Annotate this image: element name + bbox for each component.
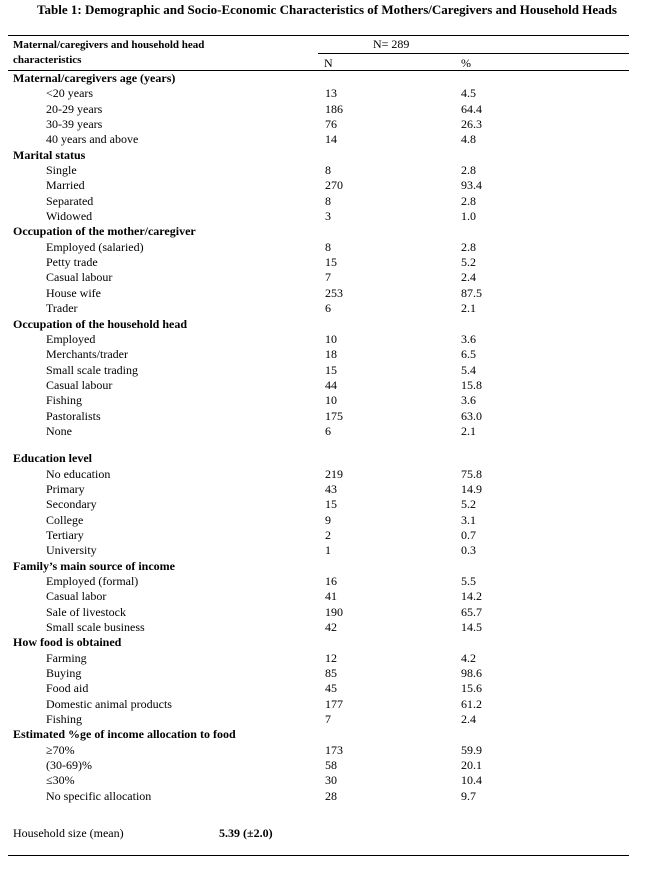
row-n: 175	[325, 408, 343, 423]
category-row	[0, 148, 647, 163]
row-percent: 9.7	[461, 788, 476, 803]
row-percent: 5.4	[461, 362, 476, 377]
row-percent: 3.1	[461, 512, 476, 527]
table-row	[0, 528, 647, 543]
row-percent: 4.2	[461, 650, 476, 665]
row-percent: 2.1	[461, 301, 476, 316]
row-label: None	[46, 423, 72, 438]
row-n: 9	[325, 512, 331, 527]
table-row	[0, 240, 647, 255]
category-row	[0, 317, 647, 332]
row-n: 15	[325, 255, 337, 270]
table-row	[0, 286, 647, 301]
table-row	[0, 347, 647, 362]
row-label: Merchants/trader	[46, 347, 128, 362]
row-label: Sale of livestock	[46, 604, 126, 619]
row-label: Domestic animal products	[46, 696, 172, 711]
row-percent: 10.4	[461, 773, 482, 788]
table-title: Table 1: Demographic and Socio-Economic Characteristics of Mothers/Caregivers and Household Heads	[37, 2, 617, 17]
row-n: 15	[325, 362, 337, 377]
row-n: 3	[325, 209, 331, 224]
table-row	[0, 270, 647, 285]
row-n: 18	[325, 347, 337, 362]
sample-rule	[318, 53, 629, 54]
row-percent: 15.8	[461, 377, 482, 392]
header-label-line1: Maternal/caregivers and household head	[13, 39, 205, 51]
row-percent: 2.1	[461, 423, 476, 438]
category-row	[0, 71, 647, 86]
household-size-value: 5.39 (±2.0)	[219, 826, 273, 840]
row-label: Separated	[46, 193, 94, 208]
table-row	[0, 467, 647, 482]
table-row	[0, 712, 647, 727]
table-row	[0, 209, 647, 224]
sample-size: N= 289	[373, 37, 410, 51]
category-label: Marital status	[13, 147, 86, 162]
table-row	[0, 332, 647, 347]
row-n: 43	[325, 481, 337, 496]
row-n: 2	[325, 527, 331, 542]
table-row	[0, 666, 647, 681]
row-label: <20 years	[46, 86, 94, 101]
row-label: Farming	[46, 650, 87, 665]
row-label: 40 years and above	[46, 132, 139, 147]
row-n: 190	[325, 604, 343, 619]
table-row	[0, 363, 647, 378]
table-row	[0, 497, 647, 512]
category-label: Family’s main source of income	[13, 558, 175, 573]
row-percent: 26.3	[461, 117, 482, 132]
category-label: Estimated %ge of income allocation to food	[13, 727, 236, 742]
top-rule	[8, 35, 629, 36]
row-n: 14	[325, 132, 337, 147]
row-label: Employed	[46, 331, 96, 346]
row-label: Married	[46, 178, 85, 193]
row-percent: 63.0	[461, 408, 482, 423]
table-row	[0, 409, 647, 424]
row-percent: 87.5	[461, 285, 482, 300]
row-percent: 15.6	[461, 681, 482, 696]
row-n: 6	[325, 423, 331, 438]
column-header-percent: %	[461, 56, 471, 70]
row-percent: 2.8	[461, 239, 476, 254]
row-label: Secondary	[46, 497, 97, 512]
row-label: ≤30%	[46, 773, 75, 788]
table-row	[0, 424, 647, 439]
table-row	[0, 589, 647, 604]
row-label: (30-69)%	[46, 758, 92, 773]
row-label: Buying	[46, 666, 82, 681]
row-label: Pastoralists	[46, 408, 101, 423]
bottom-rule	[8, 855, 629, 856]
table-row	[0, 102, 647, 117]
row-n: 10	[325, 331, 337, 346]
row-label: Casual labour	[46, 270, 113, 285]
row-n: 45	[325, 681, 337, 696]
row-percent: 2.8	[461, 193, 476, 208]
row-label: Employed (salaried)	[46, 239, 144, 254]
row-n: 270	[325, 178, 343, 193]
row-percent: 75.8	[461, 466, 482, 481]
table-row	[0, 194, 647, 209]
row-label: Small scale trading	[46, 362, 138, 377]
row-n: 173	[325, 742, 343, 757]
table-row	[0, 482, 647, 497]
table-row	[0, 681, 647, 696]
table-row	[0, 574, 647, 589]
row-n: 76	[325, 117, 337, 132]
row-n: 85	[325, 666, 337, 681]
table-row	[0, 651, 647, 666]
row-label: Tertiary	[46, 527, 84, 542]
row-label: No specific allocation	[46, 788, 152, 803]
row-n: 253	[325, 285, 343, 300]
row-percent: 14.2	[461, 589, 482, 604]
row-label: Widowed	[46, 209, 93, 224]
row-label: Casual labor	[46, 589, 107, 604]
row-percent: 2.4	[461, 712, 476, 727]
row-n: 41	[325, 589, 337, 604]
row-percent: 6.5	[461, 347, 476, 362]
category-label: Education level	[13, 451, 93, 466]
table-row	[0, 789, 647, 804]
row-n: 12	[325, 650, 337, 665]
category-label: Occupation of the mother/caregiver	[13, 224, 196, 239]
row-label: Fishing	[46, 712, 83, 727]
table-row	[0, 86, 647, 101]
table-row	[0, 393, 647, 408]
row-n: 7	[325, 712, 331, 727]
row-n: 8	[325, 239, 331, 254]
header-label	[13, 38, 204, 68]
category-row	[0, 727, 647, 742]
row-percent: 59.9	[461, 742, 482, 757]
row-label: Small scale business	[46, 620, 145, 635]
household-size-label: Household size (mean)	[13, 826, 124, 840]
table-row	[0, 301, 647, 316]
row-percent: 4.8	[461, 132, 476, 147]
row-label: Primary	[46, 481, 85, 496]
row-n: 28	[325, 788, 337, 803]
table-row	[0, 620, 647, 635]
row-percent: 3.6	[461, 331, 476, 346]
table-row	[0, 163, 647, 178]
row-percent: 14.5	[461, 620, 482, 635]
row-percent: 4.5	[461, 86, 476, 101]
row-percent: 5.2	[461, 255, 476, 270]
table-row	[0, 132, 647, 147]
category-label: How food is obtained	[13, 635, 122, 650]
row-label: House wife	[46, 285, 101, 300]
row-label: Employed (formal)	[46, 574, 139, 588]
table-body	[0, 71, 647, 804]
table-row	[0, 743, 647, 758]
row-n: 219	[325, 466, 343, 481]
row-percent: 2.8	[461, 163, 476, 178]
row-label: ≥70%	[46, 742, 75, 757]
row-percent: 3.6	[461, 393, 476, 408]
row-label: College	[46, 512, 84, 527]
table-row	[0, 773, 647, 788]
category-label: Maternal/caregivers age (years)	[13, 71, 176, 85]
table-row	[0, 178, 647, 193]
row-n: 42	[325, 620, 337, 635]
table-row	[0, 255, 647, 270]
row-n: 16	[325, 574, 337, 588]
category-row	[0, 224, 647, 239]
header-label-line2: characteristics	[13, 54, 82, 66]
table-row	[0, 378, 647, 393]
row-percent: 2.4	[461, 270, 476, 285]
row-label: Trader	[46, 301, 78, 316]
row-percent: 14.9	[461, 481, 482, 496]
row-n: 58	[325, 758, 337, 773]
row-n: 186	[325, 101, 343, 116]
category-label: Occupation of the household head	[13, 316, 188, 331]
table-row	[0, 543, 647, 558]
row-spacer	[0, 439, 647, 451]
row-n: 8	[325, 163, 331, 178]
row-label: 20-29 years	[46, 101, 103, 116]
row-percent: 5.5	[461, 574, 476, 588]
row-label: Petty trade	[46, 255, 98, 270]
row-percent: 0.3	[461, 543, 476, 558]
row-n: 177	[325, 696, 343, 711]
row-percent: 20.1	[461, 758, 482, 773]
row-n: 30	[325, 773, 337, 788]
row-n: 13	[325, 86, 337, 101]
row-label: Fishing	[46, 393, 83, 408]
row-percent: 1.0	[461, 209, 476, 224]
row-percent: 61.2	[461, 696, 482, 711]
row-label: Food aid	[46, 681, 89, 696]
row-n: 10	[325, 393, 337, 408]
row-percent: 5.2	[461, 497, 476, 512]
row-n: 8	[325, 193, 331, 208]
row-n: 7	[325, 270, 331, 285]
category-row	[0, 451, 647, 466]
row-n: 1	[325, 543, 331, 558]
category-row	[0, 559, 647, 574]
table-row	[0, 697, 647, 712]
row-n: 15	[325, 497, 337, 512]
row-percent: 65.7	[461, 604, 482, 619]
row-n: 6	[325, 301, 331, 316]
table-row	[0, 513, 647, 528]
row-percent: 0.7	[461, 527, 476, 542]
row-percent: 93.4	[461, 178, 482, 193]
row-label: 30-39 years	[46, 117, 103, 132]
row-label: Single	[46, 163, 77, 178]
column-header-n: N	[324, 56, 333, 70]
table-row	[0, 117, 647, 132]
row-label: No education	[46, 466, 111, 481]
row-percent: 64.4	[461, 101, 482, 116]
category-row	[0, 635, 647, 650]
row-n: 44	[325, 377, 337, 392]
table-row	[0, 758, 647, 773]
row-label: Casual labour	[46, 377, 113, 392]
table-row	[0, 605, 647, 620]
row-percent: 98.6	[461, 666, 482, 681]
row-label: University	[46, 543, 97, 558]
